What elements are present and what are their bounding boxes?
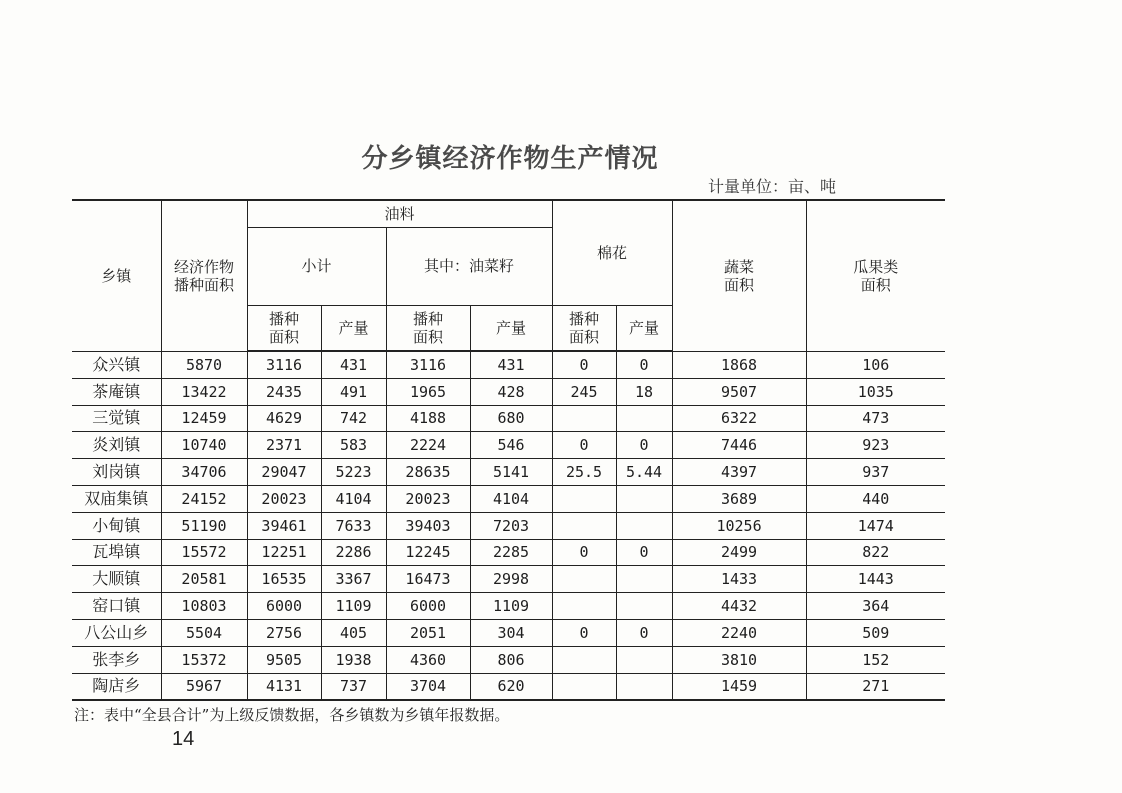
cell-rapeseed-sown-area: 20023 [386,485,470,512]
cell-rapeseed-output: 304 [470,619,552,646]
cell-cotton-sown-area: 245 [552,378,616,405]
cell-cotton-sown-area [552,485,616,512]
cell-oil-output: 1109 [321,593,386,620]
cell-rapeseed-output: 806 [470,646,552,673]
cell-cotton-output: 0 [616,539,672,566]
header-rapeseed-output: 产量 [470,305,552,351]
cell-rapeseed-sown-area: 4360 [386,646,470,673]
header-total-area: 经济作物 播种面积 [161,200,247,351]
cell-cotton-sown-area: 0 [552,619,616,646]
cell-cotton-output [616,485,672,512]
cell-rapeseed-output: 5141 [470,459,552,486]
cell-rapeseed-sown-area: 2224 [386,432,470,459]
table-row [72,593,945,620]
cell-town: 大顺镇 [72,566,161,593]
cell-oil-output: 491 [321,378,386,405]
cell-oil-output: 737 [321,673,386,700]
cell-vegetable-area: 3810 [672,646,806,673]
cell-oil-output: 3367 [321,566,386,593]
cell-town: 众兴镇 [72,351,161,378]
cell-total-area: 13422 [161,378,247,405]
cell-vegetable-area: 10256 [672,512,806,539]
cell-vegetable-area: 2240 [672,619,806,646]
cell-total-area: 24152 [161,485,247,512]
cell-total-area: 34706 [161,459,247,486]
cell-town: 小甸镇 [72,512,161,539]
header-cotton: 棉花 [552,200,672,305]
unit-label: 计量单位：亩、吨 [708,177,837,196]
table-row [72,566,945,593]
cell-cotton-sown-area [552,646,616,673]
cell-vegetable-area: 6322 [672,405,806,432]
cell-cotton-output [616,405,672,432]
cell-oil-sown-area: 4629 [247,405,321,432]
cell-vegetable-area: 4397 [672,459,806,486]
cell-rapeseed-sown-area: 6000 [386,593,470,620]
cell-vegetable-area: 1459 [672,673,806,700]
cell-oil-sown-area: 12251 [247,539,321,566]
cell-cotton-sown-area: 0 [552,432,616,459]
header-cotton-sown-area: 播种 面积 [552,305,616,351]
cell-vegetable-area: 3689 [672,485,806,512]
cell-cotton-output [616,593,672,620]
cell-rapeseed-sown-area: 2051 [386,619,470,646]
table-row [72,619,945,646]
table-row [72,539,945,566]
page-number: 14 [172,728,195,750]
cell-cotton-sown-area: 0 [552,351,616,378]
cell-vegetable-area: 9507 [672,378,806,405]
cell-town: 陶店乡 [72,673,161,700]
cell-total-area: 10803 [161,593,247,620]
cell-rapeseed-sown-area: 12245 [386,539,470,566]
cell-oil-output: 431 [321,351,386,378]
cell-cotton-output: 0 [616,351,672,378]
cell-rapeseed-output: 4104 [470,485,552,512]
cell-oil-output: 5223 [321,459,386,486]
cell-oil-sown-area: 9505 [247,646,321,673]
footnote: 注：表中“全县合计”为上级反馈数据，各乡镇数为乡镇年报数据。 [74,706,510,724]
cell-melon-area: 271 [806,673,945,700]
cell-total-area: 15572 [161,539,247,566]
cell-cotton-sown-area: 25.5 [552,459,616,486]
cell-melon-area: 152 [806,646,945,673]
cell-total-area: 5504 [161,619,247,646]
cell-rapeseed-output: 431 [470,351,552,378]
header-vegetable-area: 蔬菜 面积 [672,200,806,351]
cell-vegetable-area: 2499 [672,539,806,566]
cell-cotton-sown-area [552,673,616,700]
header-oil: 油料 [247,200,552,227]
table-row [72,646,945,673]
table-row [72,378,945,405]
cell-rapeseed-sown-area: 4188 [386,405,470,432]
table-row [72,432,945,459]
cell-cotton-output [616,566,672,593]
cell-total-area: 10740 [161,432,247,459]
cell-cotton-output: 0 [616,619,672,646]
cell-oil-output: 583 [321,432,386,459]
cell-oil-output: 1938 [321,646,386,673]
cell-total-area: 15372 [161,646,247,673]
table-row [72,485,945,512]
cell-melon-area: 1443 [806,566,945,593]
cell-melon-area: 937 [806,459,945,486]
table-row [72,512,945,539]
cell-cotton-sown-area [552,405,616,432]
cell-cotton-output [616,673,672,700]
cell-cotton-output: 5.44 [616,459,672,486]
cell-oil-sown-area: 16535 [247,566,321,593]
header-oil-sown-area: 播种 面积 [247,305,321,351]
cell-vegetable-area: 1433 [672,566,806,593]
cell-melon-area: 473 [806,405,945,432]
cell-rapeseed-sown-area: 39403 [386,512,470,539]
cell-rapeseed-sown-area: 1965 [386,378,470,405]
header-rapeseed: 其中：油菜籽 [386,227,552,305]
cell-town: 炎刘镇 [72,432,161,459]
cell-melon-area: 1474 [806,512,945,539]
cell-oil-sown-area: 4131 [247,673,321,700]
header-oil-output: 产量 [321,305,386,351]
cell-vegetable-area: 1868 [672,351,806,378]
cell-rapeseed-sown-area: 3116 [386,351,470,378]
cell-melon-area: 822 [806,539,945,566]
crop-production-table [72,199,945,701]
cell-rapeseed-output: 680 [470,405,552,432]
cell-rapeseed-output: 1109 [470,593,552,620]
header-oil-subtotal: 小计 [247,227,386,305]
cell-oil-output: 405 [321,619,386,646]
table-row [72,673,945,700]
cell-town: 张李乡 [72,646,161,673]
header-melon-area: 瓜果类 面积 [806,200,945,351]
table-body [72,351,945,700]
cell-rapeseed-output: 2998 [470,566,552,593]
cell-rapeseed-sown-area: 28635 [386,459,470,486]
cell-cotton-output: 18 [616,378,672,405]
cell-town: 三觉镇 [72,405,161,432]
cell-town: 刘岗镇 [72,459,161,486]
cell-oil-output: 4104 [321,485,386,512]
cell-rapeseed-output: 428 [470,378,552,405]
cell-vegetable-area: 4432 [672,593,806,620]
cell-town: 窑口镇 [72,593,161,620]
cell-oil-sown-area: 39461 [247,512,321,539]
cell-vegetable-area: 7446 [672,432,806,459]
cell-rapeseed-output: 546 [470,432,552,459]
header-rapeseed-sown-area: 播种 面积 [386,305,470,351]
cell-total-area: 5870 [161,351,247,378]
cell-rapeseed-output: 7203 [470,512,552,539]
cell-cotton-sown-area [552,566,616,593]
header-cotton-output: 产量 [616,305,672,351]
cell-total-area: 20581 [161,566,247,593]
cell-melon-area: 364 [806,593,945,620]
cell-town: 瓦埠镇 [72,539,161,566]
cell-cotton-output [616,646,672,673]
cell-total-area: 51190 [161,512,247,539]
page-title: 分乡镇经济作物生产情况 [361,144,659,174]
cell-town: 茶庵镇 [72,378,161,405]
cell-cotton-sown-area [552,593,616,620]
table-row [72,459,945,486]
header-town: 乡镇 [72,200,161,351]
table-row [72,405,945,432]
cell-oil-sown-area: 2435 [247,378,321,405]
cell-oil-output: 742 [321,405,386,432]
cell-rapeseed-sown-area: 3704 [386,673,470,700]
table-row [72,351,945,378]
cell-cotton-sown-area [552,512,616,539]
cell-melon-area: 440 [806,485,945,512]
cell-oil-sown-area: 20023 [247,485,321,512]
cell-town: 八公山乡 [72,619,161,646]
cell-oil-output: 2286 [321,539,386,566]
cell-rapeseed-output: 2285 [470,539,552,566]
cell-town: 双庙集镇 [72,485,161,512]
cell-cotton-output [616,512,672,539]
cell-cotton-output: 0 [616,432,672,459]
cell-rapeseed-sown-area: 16473 [386,566,470,593]
cell-melon-area: 923 [806,432,945,459]
cell-oil-output: 7633 [321,512,386,539]
cell-rapeseed-output: 620 [470,673,552,700]
cell-oil-sown-area: 2371 [247,432,321,459]
cell-oil-sown-area: 29047 [247,459,321,486]
cell-cotton-sown-area: 0 [552,539,616,566]
cell-oil-sown-area: 2756 [247,619,321,646]
cell-oil-sown-area: 6000 [247,593,321,620]
cell-total-area: 5967 [161,673,247,700]
cell-oil-sown-area: 3116 [247,351,321,378]
cell-melon-area: 106 [806,351,945,378]
cell-melon-area: 509 [806,619,945,646]
cell-total-area: 12459 [161,405,247,432]
cell-melon-area: 1035 [806,378,945,405]
